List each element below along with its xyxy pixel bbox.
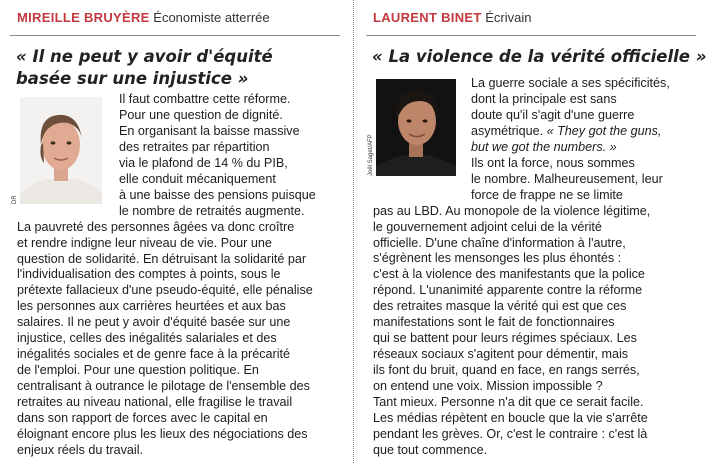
byline: [373, 10, 532, 25]
author-name: MIREILLE BRUYÈRE: [17, 10, 150, 25]
byline: [17, 10, 270, 25]
body-line: [17, 92, 316, 108]
body-text: répond. L'unanimité apparente contre la réforme: [373, 283, 643, 298]
body-text: elle conduit mécaniquement: [119, 171, 276, 186]
body-line: [373, 204, 670, 220]
author-name: LAURENT BINET: [373, 10, 482, 25]
photo-credit: Joël Saget/AFP: [368, 134, 374, 176]
body-text: injustice, celles des inégalités salariales et des: [17, 331, 277, 346]
body-line: [17, 124, 316, 140]
body-line: [373, 363, 670, 379]
body-line: [17, 156, 316, 172]
body-line: [17, 108, 316, 124]
quote-text: « They got the guns,: [546, 123, 662, 138]
body-line: [373, 236, 670, 252]
body-text: question de solidarité. En détruisant la solidarité par: [17, 251, 307, 266]
body-text: Les médias répètent en boucle que la vie s'arrête: [373, 411, 648, 426]
body-text: salaires. Il ne peut y avoir d'équité basée sur une: [17, 315, 291, 330]
body-line: [17, 299, 316, 315]
body-line: [17, 204, 316, 220]
body-text: les personnes aux carrières heurtées et aux bas: [17, 299, 286, 314]
body-text: officielle. D'une chaîne d'information à l'autre,: [373, 235, 626, 250]
body-line: [17, 347, 316, 363]
body-text: doute qu'il s'agit d'une guerre: [471, 107, 635, 122]
body-line: [17, 220, 316, 236]
body-text: des retraites masque la vérité qui est que ces: [373, 299, 627, 314]
body-text: le nombre. Malheureusement, leur: [471, 171, 663, 186]
body-line: [373, 427, 670, 443]
body-text: éloignant encore plus les lieux des négociations des: [17, 427, 308, 442]
body-line: [373, 443, 670, 459]
body-line: [373, 395, 670, 411]
body-text: via le plafond de 14 % du PIB,: [119, 155, 288, 170]
body-text: Ils ont la force, nous sommes: [471, 155, 635, 170]
body-text: de l'emploi. Pour une question politique. En: [17, 363, 259, 378]
body-line: [373, 92, 670, 108]
body-text: s'égrènent les mensonges les plus éhontés :: [373, 251, 622, 266]
body-line: [373, 283, 670, 299]
body-line: [373, 140, 670, 156]
body-text: manifestations sont le fait de fonctionnaires: [373, 315, 615, 330]
body-line: [373, 347, 670, 363]
article-body: [17, 92, 316, 459]
headline-line-1: « La violence de la vérité officielle »: [372, 47, 707, 66]
body-text: force de frappe ne se limite: [471, 187, 623, 202]
body-text: inégalités sociales et de genre face à la précarité: [17, 347, 291, 362]
photo-credit: DR: [12, 195, 18, 204]
headline: [16, 46, 336, 90]
body-line: [373, 315, 670, 331]
body-text: La guerre sociale a ses spécificités,: [471, 76, 670, 90]
body-text: enjeux réels du travail.: [17, 442, 144, 457]
body-line: [373, 220, 670, 236]
body-line: [373, 172, 670, 188]
byline-rule: [366, 35, 696, 36]
body-line: [373, 379, 670, 395]
body-line: [17, 315, 316, 331]
headline-line-1: « Il ne peut y avoir d'équité: [16, 47, 273, 66]
body-text: En organisant la baisse massive: [119, 123, 300, 138]
body-text: pas au LBD. Au monopole de la violence légitime,: [373, 203, 651, 218]
column-divider: [353, 0, 355, 463]
body-text: que tout commence.: [373, 442, 488, 457]
body-text: on entend une voix. Mission impossible ?: [373, 379, 603, 394]
body-text: retraites au niveau national, elle fragilise le travail: [17, 395, 293, 410]
body-text: dont la principale est sans: [471, 91, 617, 106]
body-text: réseaux sociaux s'agitent pour démentir, mais: [373, 347, 629, 362]
body-line: [17, 427, 316, 443]
author-role: Écrivain: [485, 10, 532, 25]
body-line: [17, 411, 316, 427]
column-binet: [356, 0, 707, 463]
body-line: [17, 188, 316, 204]
body-text: asymétrique.: [471, 123, 547, 138]
body-line: [17, 443, 316, 459]
headline-line-2: basée sur une injustice »: [16, 69, 249, 88]
body-text: des retraites par répartition: [119, 139, 270, 154]
body-line: [373, 124, 670, 140]
body-line: [17, 267, 316, 283]
body-line: [17, 283, 316, 299]
headline: [372, 46, 707, 68]
body-text: Il faut combattre cette réforme.: [119, 92, 291, 106]
byline-rule: [10, 35, 340, 36]
body-text: prétexte fallacieux d'une pseudo-équité, elle pénalise: [17, 283, 313, 298]
body-line: [373, 108, 670, 124]
body-text: qui se battent pour leurs régimes spéciaux. Les: [373, 331, 637, 346]
body-text: et rendre indigne leur niveau de vie. Pour une: [17, 235, 272, 250]
body-text: Tant mieux. Personne n'a dit que ce serait facile.: [373, 395, 644, 410]
body-line: [373, 299, 670, 315]
body-text: centralisant à outrance le pilotage de l'ensemble des: [17, 379, 310, 394]
author-role: Économiste atterrée: [153, 10, 270, 25]
body-line: [373, 156, 670, 172]
body-line: [17, 395, 316, 411]
body-line: [373, 411, 670, 427]
body-text: Pour une question de dignité.: [119, 107, 283, 122]
body-line: [373, 188, 670, 204]
body-text: ils font du bruit, quand en face, en rangs serrés,: [373, 363, 640, 378]
body-text: le nombre de retraités augmente.: [119, 203, 305, 218]
body-text: l'individualisation des comptes à points, sous le: [17, 267, 281, 282]
column-bruyere: [0, 0, 351, 463]
body-line: [17, 331, 316, 347]
body-text: c'est à la violence des manifestants que la police: [373, 267, 645, 282]
body-line: [373, 331, 670, 347]
body-line: [17, 236, 316, 252]
body-text: dans son rapport de forces avec le capital en: [17, 411, 268, 426]
body-line: [17, 140, 316, 156]
body-text: La pauvreté des personnes âgées va donc croître: [17, 219, 295, 234]
body-line: [17, 172, 316, 188]
body-line: [17, 363, 316, 379]
body-line: [373, 251, 670, 267]
article-body: [373, 76, 670, 459]
body-text: à une baisse des pensions puisque: [119, 187, 316, 202]
body-text: le gouvernement adjoint celui de la vérité: [373, 219, 602, 234]
body-line: [373, 76, 670, 92]
body-line: [17, 379, 316, 395]
body-text: pendant les grèves. Or, c'est le contraire : c'est là: [373, 426, 648, 441]
quote-text: but we got the numbers. »: [471, 139, 617, 154]
body-line: [17, 252, 316, 268]
body-line: [373, 267, 670, 283]
